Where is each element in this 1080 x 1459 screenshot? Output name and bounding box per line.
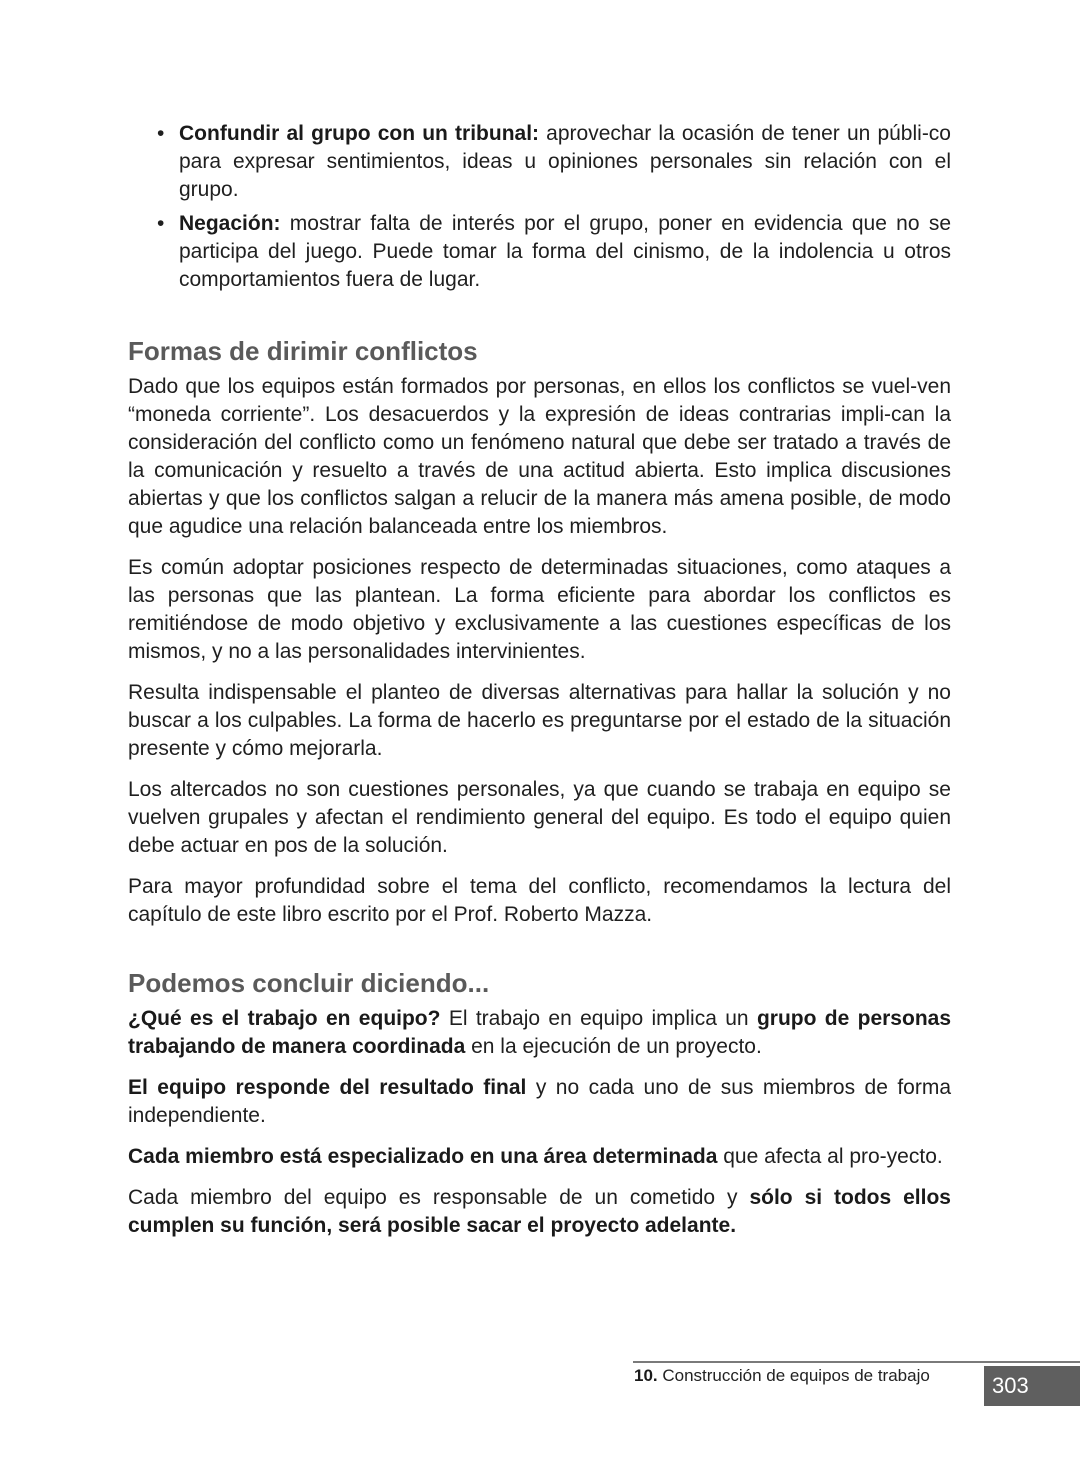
bullet-text: mostrar falta de interés por el grupo, poner en evidencia que no se participa del juego. Puede tomar la forma del cinismo, de la indolencia u otros comportamientos fuera de lugar. — [179, 212, 951, 291]
conclusion-paragraph — [128, 1074, 951, 1130]
paragraph: Para mayor profundidad sobre el tema del conflicto, recomendamos la lectura del capítulo de este libro escrito por el Prof. Roberto Mazza. — [128, 875, 951, 926]
bold-text: El equipo responde del resultado final — [128, 1076, 527, 1099]
chapter-title: Construcción de equipos de trabajo — [657, 1366, 930, 1385]
section-heading-conflicts: Formas de dirimir conflictos — [128, 336, 478, 366]
bold-text: Cada miembro está especializado en una área determinada — [128, 1145, 718, 1168]
bullet-dot: • — [157, 122, 165, 145]
conclusion-paragraph — [128, 1005, 951, 1061]
footer-divider — [633, 1361, 1080, 1363]
section-heading-conclusion: Podemos concluir diciendo... — [128, 968, 490, 998]
paragraph: Los altercados no son cuestiones personales, ya que cuando se trabaja en equipo se vuelven grupales y afectan el rendimiento general del equipo. Es todo el equipo quien debe actuar en pos de la solución. — [128, 778, 951, 857]
paragraph: Es común adoptar posiciones respecto de determinadas situaciones, como ataques a las personas que las plantean. La forma eficiente para abordar los conflictos es remitiéndose de modo objetivo y exclusivamente a las cuestiones específicas de los mismos, y no a las personalidades intervinientes. — [128, 556, 951, 663]
conclusion-paragraph — [128, 1143, 951, 1171]
bold-text: grupo de personas trabajando de manera coordinada — [128, 1007, 951, 1058]
plain-text: El trabajo en equipo implica un — [440, 1007, 757, 1030]
page-number: 303 — [984, 1366, 1080, 1406]
plain-text: que afecta al pro-yecto. — [717, 1145, 943, 1168]
conclusion-paragraph — [128, 1184, 951, 1240]
plain-text: Cada miembro del equipo es responsable de un cometido y — [128, 1186, 750, 1209]
bullet-term: Confundir al grupo con un tribunal: — [179, 122, 540, 145]
plain-text: en la ejecución de un proyecto. — [465, 1035, 762, 1058]
paragraph: Dado que los equipos están formados por personas, en ellos los conflictos se vuel-ven “moneda corriente”. Los desacuerdos y la expresión de ideas contrarias impli-can la consideración del conflicto como un fenómeno natural que debe ser tratado a través de la comunicación y resuelto a través de una actitud abierta. Esto implica discusiones abiertas y que los conflictos salgan a relucir de la manera más amena posible, de modo que agudice una relación balanceada entre los miembros. — [128, 375, 951, 538]
bullet-item — [128, 210, 951, 294]
chapter-number: 10. — [634, 1366, 658, 1385]
bullet-item — [128, 120, 951, 204]
plain-text: y no cada uno de sus miembros de forma independiente. — [128, 1076, 952, 1127]
paragraph: Resulta indispensable el planteo de diversas alternativas para hallar la solución y no buscar a los culpables. La forma de hacerlo es preguntarse por el estado de la situación presente y cómo mejorarla. — [128, 681, 951, 760]
bold-text: ¿Qué es el trabajo en equipo? — [128, 1007, 441, 1030]
bullet-dot: • — [157, 212, 165, 235]
bullet-list — [128, 120, 951, 294]
bullet-term: Negación: — [179, 212, 281, 235]
page-content — [128, 120, 951, 1253]
bullet-text: aprovechar la ocasión de tener un públi-co para expresar sentimientos, ideas u opiniones personales sin relación con el grupo. — [179, 122, 951, 201]
bold-text: sólo si todos ellos cumplen su función, será posible sacar el proyecto adelante. — [128, 1186, 951, 1237]
footer-chapter — [634, 1365, 930, 1387]
